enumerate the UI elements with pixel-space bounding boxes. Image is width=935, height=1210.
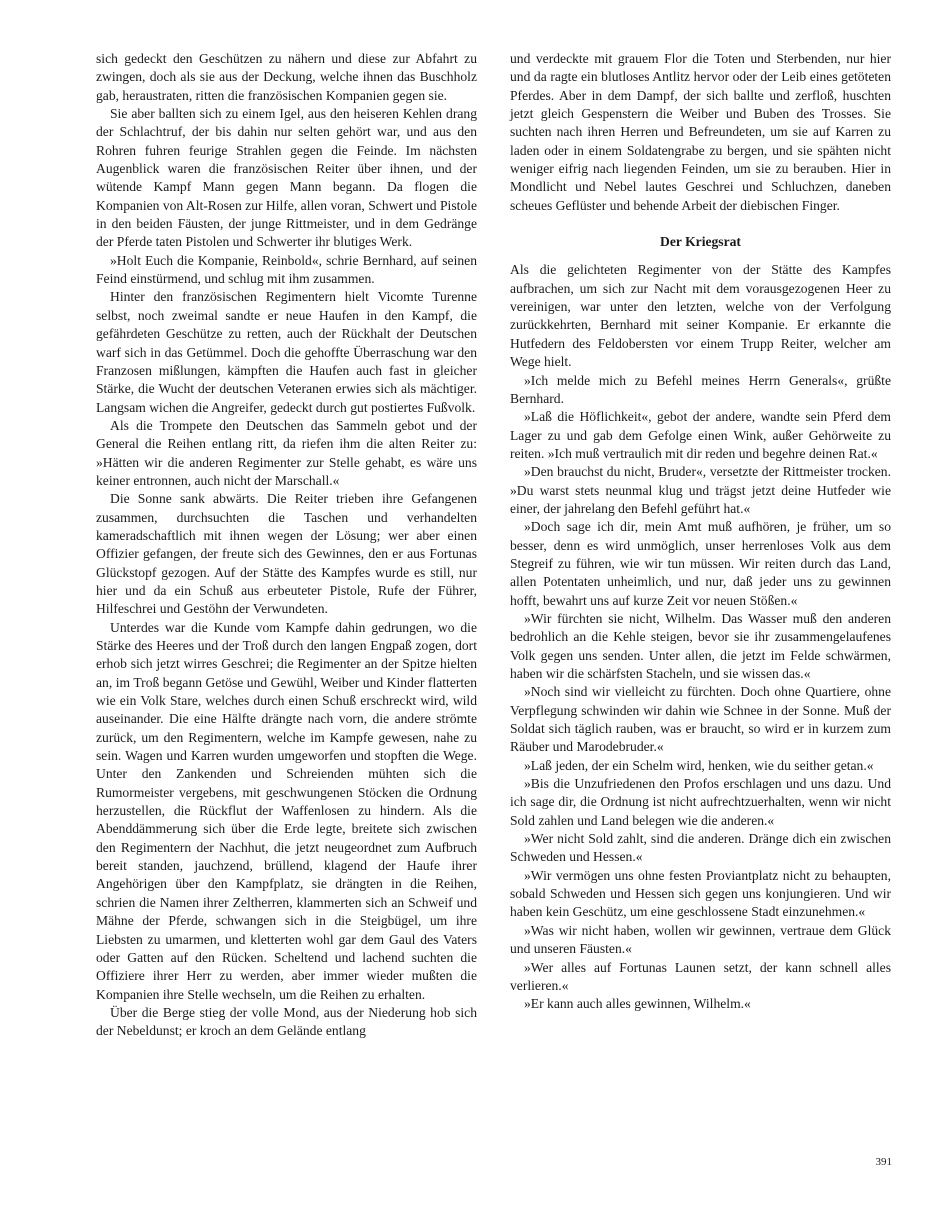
- left-paragraph: sich gedeckt den Geschützen zu nähern und diese zur Abfahrt zu zwingen, doch als sie aus der Deckung, welche ihnen das Buschholz gab, heraustraten, ritten die französischen Kompanien gegen sie.: [96, 51, 477, 103]
- left-column: [96, 50, 477, 1041]
- right-paragraph: Als die gelichteten Regimenter von der Stätte des Kampfes aufbrachen, um sich zur Nacht mit dem vorausgezogenen Heer zu vereinigen, war unter den letzten, welche von der Verfolgung zurückkehrten, Bernhard mit seiner Kompanie. Er erkannte die Hutfedern des Feldobersten vor einem Trupp Reiter, welcher am Wege hielt.: [510, 262, 891, 370]
- right-paragraph: »Wer nicht Sold zahlt, sind die anderen. Dränge dich ein zwischen Schweden und Hessen.«: [510, 831, 891, 865]
- right-paragraph: »Er kann auch alles gewinnen, Wilhelm.«: [524, 996, 751, 1012]
- left-paragraph: Hinter den französischen Regimentern hielt Vicomte Turenne selbst, noch zweimal sandte er neue Haufen in den Kampf, die gefährdeten Geschütze zu retten, auch der Rückhalt der Deutschen warf sich in das Getümmel. Doch die gehoffte Überraschung war den Franzosen mißlungen, kämpften die Haufen auch fast in gleicher Stärke, die Wucht der deutschen Veteranen erwies sich als mächtiger. Langsam wichen die Angreifer, gedeckt durch gut postiertes Fußvolk.: [96, 289, 477, 415]
- right-paragraph: »Ich melde mich zu Befehl meines Herrn Generals«, grüßte Bernhard.: [510, 372, 891, 406]
- page-number: 391: [875, 1156, 892, 1168]
- right-paragraphs: [510, 261, 891, 1013]
- section-heading: Der Kriegsrat: [660, 234, 741, 250]
- right-column: [510, 50, 891, 1014]
- right-paragraph: »Wir vermögen uns ohne festen Proviantplatz nicht zu behaupten, sobald Schweden und Hessen sich gegen uns konjungieren. Und wir haben kein Geschütz, um eine geschlossene Stadt einzunehmen.«: [510, 867, 891, 920]
- left-paragraph: Die Sonne sank abwärts. Die Reiter trieben ihre Gefangenen zusammen, durchsuchten die Taschen und verhandelten kameradschaftlich mit ihnen wegen der Lösung; wer aber einen Offizier gefangen, der freute sich des Gewinnes, den er aus Fortunas Glückstopf gezogen. Auf der Stätte des Kampfes wurde es still, nur hier und da ein Schuß aus erbeuteter Pistole, Rufe der Führer, Hilfeschrei und Gestöhn der Verwundeten.: [96, 491, 477, 617]
- left-paragraph: Über die Berge stieg der volle Mond, aus der Niederung hob sich der Nebeldunst; er kroch an dem Gelände entlang: [96, 1004, 477, 1039]
- right-intro-paragraph: und verdeckte mit grauem Flor die Toten und Sterbenden, nur hier und da ragte ein blutloses Antlitz hervor oder der Leib eines getöteten Pferdes. Aber in dem Dampf, der sich ballte und zerfloß, huschten jetzt gleich Gespenstern die Weiber und Buben des Trosses. Sie suchten nach ihren Herren und Befreundeten, um sie auf Karren zu laden oder in einem Soldatengrabe zu bergen, und sie spähten nicht weniger eifrig nach liegenden Feinden, um sie zu berauben. Hier in Mondlicht und Nebel lautes Geschrei und Schluchzen, daneben scheues Geflüster und behende Arbeit der diebischen Finger.: [510, 51, 891, 213]
- right-paragraph: »Den brauchst du nicht, Bruder«, versetzte der Rittmeister trocken. »Du warst stets neunmal klug und trägst jetzt deine Hutfeder wie einer, der jahrelang den Befehl geführt hat.«: [510, 464, 891, 516]
- right-paragraph: »Laß die Höflichkeit«, gebot der andere, wandte sein Pferd dem Lager zu und gab dem Gefolge einen Wink, außer Gehörweite zu reiten. »Ich muß vertraulich mit dir reden und begehre deinen Rat.«: [510, 409, 891, 461]
- right-paragraph: »Wir fürchten sie nicht, Wilhelm. Das Wasser muß den anderen bedrohlich an die Kehle steigen, bevor sie ihr zusammengelaufenes Volk gegen uns senden. Unter allen, die jetzt im Felde schwärmen, haben wir die schärfsten Stacheln, und sie wissen das.«: [510, 610, 891, 681]
- left-paragraph: Sie aber ballten sich zu einem Igel, aus den heiseren Kehlen drang der Schlachtruf, der bis dahin nur selten gehört war, und aus den Rohren fuhren feurige Strahlen gegen die Feinde. Im nächsten Augenblick waren die französischen Reiter über ihnen, und der wütende Kampf Mann gegen Mann begann. Da flogen die Kompanien von Alt-Rosen zur Hilfe, allen voran, Schwert und Pistole in den beiden Fäusten, der junge Rittmeister, und in dem Gedränge der Pferde taten Pistolen und Schwerter ihr blutiges Werk.: [96, 106, 477, 250]
- right-paragraph: »Bis die Unzufriedenen den Profos erschlagen und uns dazu. Und ich sage dir, die Ordnung ist nicht aufrechtzuerhalten, wenn wir nicht Sold zahlen und Land belegen wie die anderen.«: [510, 776, 891, 828]
- right-paragraph: »Wer alles auf Fortunas Launen setzt, der kann schnell alles verlieren.«: [510, 959, 891, 993]
- right-paragraph: »Was wir nicht haben, wollen wir gewinnen, vertraue dem Glück und unseren Fäusten.«: [510, 922, 891, 957]
- left-paragraph: Unterdes war die Kunde vom Kampfe dahin gedrungen, wo die Stärke des Heeres und der Troß durch den langen Engpaß zogen, dort erhob sich jetzt wirres Geschrei; die Regimenter an der Spitze hielten an, im Troß begann Getöse und Gewühl, Weiber und Kinder flatterten wie ein Volk Stare, welches durch einen Schuß erschreckt wird, wild auseinander. Die eine Hälfte drängte nach vorn, die andere strömte zurück, um den Regimentern, welche im Kampfe gewesen, nahe zu sein. Wagen und Karren wurden umgeworfen und stopften die Wege. Unter den Zankenden und Schreienden mühten sich die Rumormeister vergebens, mit geschwungenen Stöcken die Ordnung herzustellen, die Rückflut der Waffenlosen zu hindern. Als die Abenddämmerung sich über die Erde legte, breitete sich zwischen den Regimentern der Nachhut, die jetzt neugeordnet zum Aufbruch bereit standen, jauchzend, brüllend, klagend der Haufe ihrer Angehörigen über den Kampfplatz, sie drängten in die Reihen, schrien die Namen ihrer Zeltherren, klammerten sich an Schweif und Mähne der Pferde, schwangen sich in die Steigbügel, um ihre Liebsten zu umarmen, und kletterten wohl gar dem Gaul des Vaters oder Gatten auf den Rücken. Scheltend und lachend suchten die Offiziere ihrer Herr zu werden, aber immer wieder mußten die Kompanien ihre Stelle wechseln, um die Reihen zu erhalten.: [96, 619, 477, 1002]
- right-paragraph: »Noch sind wir vielleicht zu fürchten. Doch ohne Quartiere, ohne Verpflegung schwinden wir dahin wie Schnee in der Sonne. Muß der Soldat sich täglich rauben, was er braucht, so wird er in kurzem zum Räuber und Marodebruder.«: [510, 684, 891, 755]
- right-paragraph: »Laß jeden, der ein Schelm wird, henken, wie du seither getan.«: [524, 757, 874, 773]
- left-paragraph: Als die Trompete den Deutschen das Sammeln gebot und der General die Reihen entlang ritt, da riefen ihm die alten Reiter zu: »Hätten wir die anderen Regimenter zur Stelle gehabt, es wäre uns keiner entronnen, auch nicht der Marschall.«: [96, 417, 477, 488]
- right-paragraph: »Doch sage ich dir, mein Amt muß aufhören, je früher, um so besser, denn es wird unmöglich, unser herrenloses Volk aus dem Stegreif zu führen, wie wir tun müssen. Wir reiten durch das Land, allen Potentaten unheimlich, und nur, daß jeder uns zu gewinnen hofft, bewahrt uns auf kurze Zeit vor neuen Stößen.«: [510, 519, 891, 608]
- left-paragraph: »Holt Euch die Kompanie, Reinbold«, schrie Bernhard, auf seinen Feind einstürmend, und schlug mit ihm zusammen.: [96, 252, 477, 287]
